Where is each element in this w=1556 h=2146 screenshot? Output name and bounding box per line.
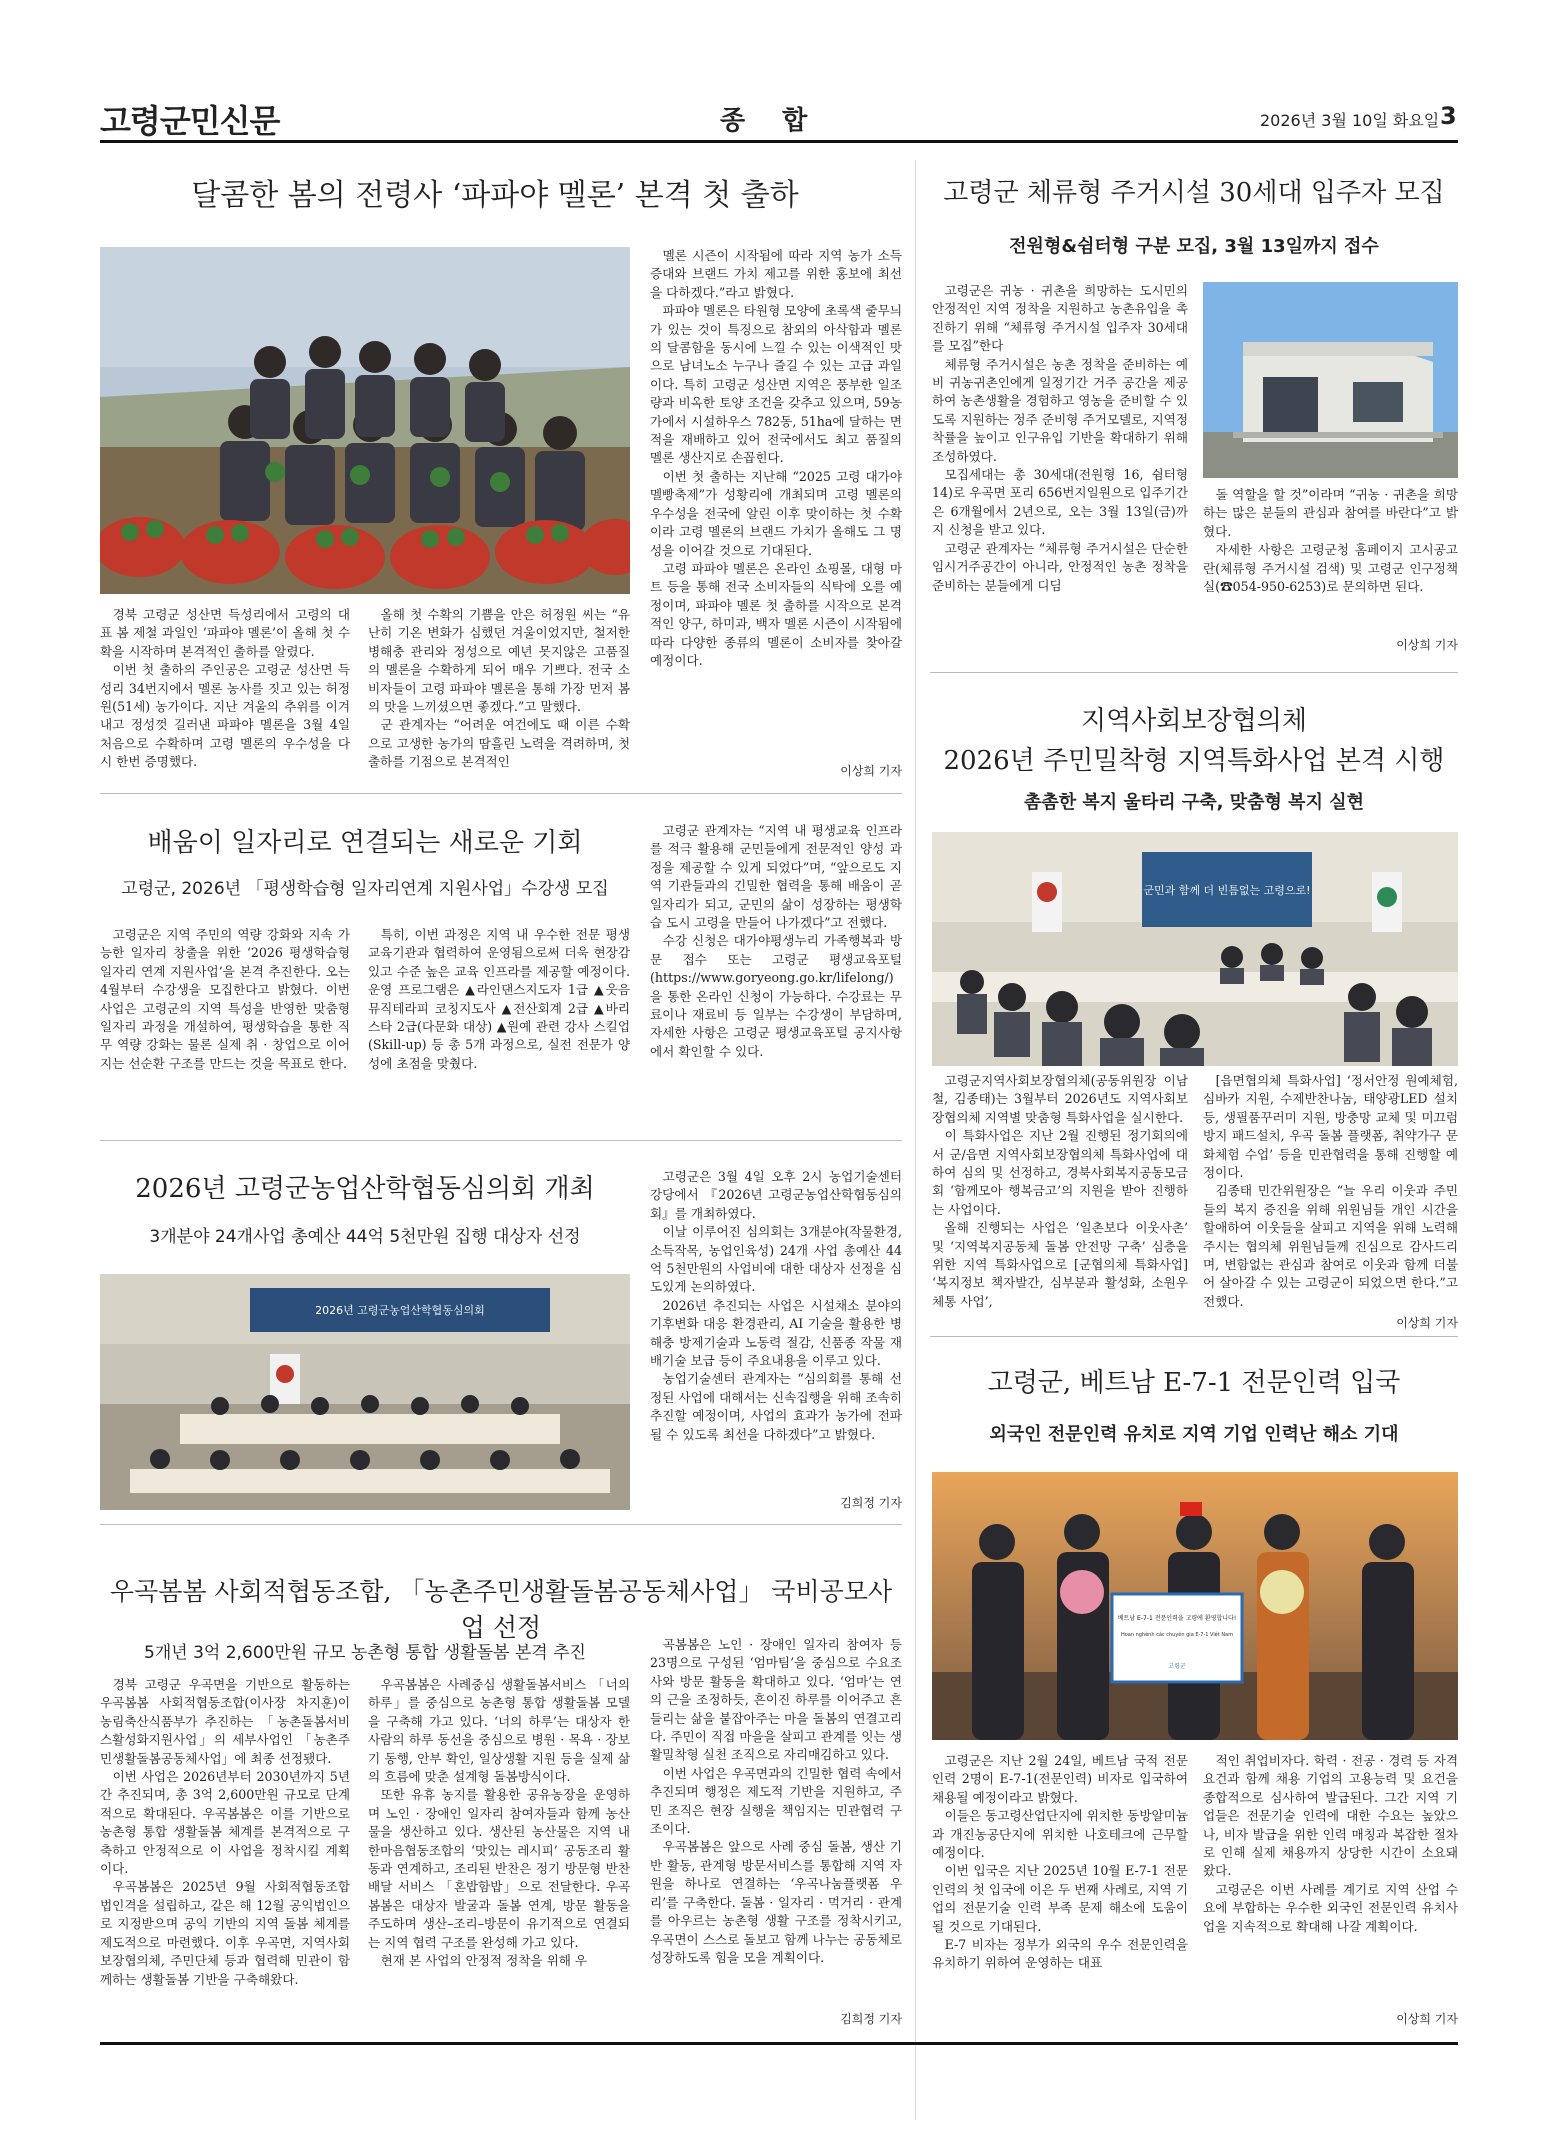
paragraph: 경북 고령군 성산면 득성리에서 고령의 대표 봄 제철 과일인 ‘파파야 멜론’이 올해 첫 수확을 시작하며 본격적인 출하를 알렸다. [100,607,350,659]
paragraph: 특히, 이번 과정은 지역 내 우수한 전문 평생교육기관과 협력하여 운영됨으로써 더욱 현장감 있고 수준 높은 교육 인프라를 제공할 예정이다. 운영 프로그램은 ▲라인댄스지도자 1급 ▲웃음뮤직테라피 코칭지도사 ▲전산회계 2급 ▲바리스타 2급(다문화 대상) ▲원예 관련 강사 스킬업(Skill-up) 등 총 5개 과정으로, 실전 전문가 양성에 초점을 맞췄다. [368,927,630,1071]
paragraph: 자세한 사항은 고령군청 홈페이지 고시공고란(체류형 주거시설 검색) 및 고령군 인구정책실(☎054-950-6253)로 문의하면 된다. [1203,542,1458,595]
housing-headline: 고령군 체류형 주거시설 30세대 입주자 모집 [943,178,1445,208]
welfare-photo [932,832,1458,1066]
ugok-headline: 우곡봄봄 사회적협동조합, 「농촌주민생활돌봄공동체사업」 국비공모사업 선정 [109,1577,893,1642]
paragraph: 김종태 민간위원장은 “늘 우리 이웃과 주민들의 복지 증진을 위해 위원님들 개인 시간을 할애하여 이웃들을 살피고 지역을 위해 노력해 주시는 협의체 위원님들께 진심으로 감사드리며, 변함없는 관심과 참여로 이웃과 함께 더불어 살아갈 수 있는 고령군이 되었으면 한다.”고 전했다. [1203,1183,1458,1308]
paragraph: 고령 파파야 멜론은 온라인 쇼핑몰, 대형 마트 등을 통해 전국 소비자들의 식탁에 오를 예정이며, 파파야 멜론 첫 출하를 시작으로 본격적인 양구, 하미과, 백자 멜론 시즌이 시작됨에 따라 다양한 종류의 멜론이 소비자를 찾아갈 예정이다. [650,560,902,668]
paragraph: 고령군은 3월 4일 오후 2시 농업기술센터 강당에서 『2026년 고령군농업산학협동심의회』를 개최하였다. [650,1169,902,1221]
housing-photo [1203,282,1458,478]
melon-col3 [650,247,902,757]
paragraph: 이번 첫 출하의 주인공은 고령군 성산면 득성리 34번지에서 멜론 농사를 짓고 있는 허정원(51세) 농가이다. 지난 겨울의 추위를 이겨내고 정성껏 길러낸 파파야 멜론을 3월 4일 처음으로 수확하며 고령 멜론의 우수성을 다시 한번 증명했다. [100,662,350,770]
paragraph: 모집세대는 총 30세대(전원형 16, 쉼터형 14)로 우곡면 포리 656번지일원으로 입주기간은 6개월에서 2년으로, 오는 3월 13일(금)까지 신청을 받고 있다. [932,467,1188,538]
separator [100,1140,902,1141]
paragraph: 현재 본 사업의 안정적 정착을 위해 우 [380,1953,588,1969]
welfare-col1 [932,1072,1188,1308]
agri-banner-text: 2026년 고령군농업산학협동심의회 [315,1304,485,1317]
agri-byline: 김희정 기자 [840,1496,902,1510]
melon-photo [100,247,630,594]
melon-headline: 달콤한 봄의 전령사 ‘파파야 멜론’ 본격 첫 출하 [191,178,799,213]
vietnam-photo [932,1472,1458,1740]
paragraph: 고령군은 지난 2월 24일, 베트남 국적 전문인력 2명이 E-7-1(전문인력) 비자로 입국하여 채용될 예정이라고 밝혔다. [932,1753,1188,1805]
paragraph: [읍면협의체 특화사업] ‘정서안정 원예체험, 심바카 지원, 수제반찬나눔, 태양광LED 설치등, 생필품꾸러미 지원, 방충망 교체 및 미끄럼방지 패드설치, 우곡 돌봄 플랫폼, 취약가구 문화체험 수업’ 등을 민관협력을 통해 진행할 예정이다. [1203,1073,1458,1181]
paragraph: 이날 이루어진 심의회는 3개분야(작물환경, 소득작목, 농업인육성) 24개 사업 총예산 44억 5천만원의 사업비에 대한 대상자 선정을 심도있게 논의하였다. [650,1224,902,1295]
paragraph: 또한 유휴 농지를 활용한 공유농장을 운영하며 노인 · 장애인 일자리 참여자들과 함께 농산물을 생산하고 있다. 생산된 농산물은 지역 내 한마음협동조합의 ‘맛있는 레시피’ 공동조리 활동과 연계하고, 조리된 반찬은 정기 방문형 반찬배달 서비스 「혼밥함밥」으로 전달한다. 우곡봄봄은 대상자 발굴과 돌봄 연계, 방문 활동을 주도하며 생산–조리–방문이 유기적으로 연결되는 지역 협력 구조를 완성해 가고 있다. [368,1787,630,1950]
agri-subtitle: 3개분야 24개사업 총예산 44억 5천만원 집행 대상자 선정 [149,1227,581,1247]
paragraph: 이번 사업은 2026년부터 2030년까지 5년간 추진되며, 총 3억 2,600만원 규모로 단계적으로 확대된다. 우곡봄봄은 이를 기반으로 농촌형 통합 생활돌봄 체계를 본격적으로 구축하고 안정적으로 이 사업을 정착시킬 계획이다. [100,1769,350,1877]
housing-col2 [1203,486,1458,624]
paragraph: 이번 첫 출하는 지난해 “2025 고령 대가야 멜빵축제”가 성황리에 개최되며 고령 멜론의 우수성을 전국에 알린 이후 맞이하는 첫 수확이라 고령 멜론의 브랜드 가치가 올해도 그 명성을 이어갈 것으로 기대된다. [650,468,902,558]
melon-col2 [368,606,630,782]
lifelong-headline: 배움이 일자리로 연결되는 새로운 기회 [147,828,583,858]
sign-line1: 베트남 E-7-1 전문인력을 고령에 환영합니다! [1117,1615,1237,1622]
separator [100,1524,902,1525]
paragraph: E-7 비자는 정부가 외국의 우수 전문인력을 유치하기 위하여 운영하는 대표 [932,1937,1188,1971]
paragraph: 고령군 관계자는 “지역 내 평생교육 인프라를 적극 활용해 군민들에게 전문적인 양성 과정을 제공할 수 있게 되었다”며, “앞으로도 지역 기관들과의 긴밀한 협력을 통해 배움이 곧 일자리가 되고, 군민의 삶이 성장하는 평생학습 도시 고령을 만들어 나가겠다”고 전했다. [650,823,902,931]
paragraph: 고령군은 지역 주민의 역량 강화와 지속 가능한 일자리 창출을 위한 ‘2026 평생학습형 일자리 연계 지원사업’을 본격 추진한다. 오는 4월부터 수강생을 모집한다고 밝혔다. 이번 사업은 고령군의 지역 특성을 반영한 맞춤형 일자리 과정을 개설하여, 평생학습을 통한 직무 역량 강화는 물론 실제 취 · 창업으로 이어지는 선순환 구조를 만드는 것을 목표로 한다. [100,927,350,1071]
paragraph: 이번 사업은 우곡면과의 긴밀한 협력 속에서 추진되며 행정은 제도적 기반을 지원하고, 주민 조직은 현장 실행을 책임지는 민관협력 구조이다. [650,1765,902,1837]
ugok-byline: 김희정 기자 [840,2012,902,2026]
vietnam-subtitle: 외국인 전문인력 유치로 지역 기업 인력난 해소 기대 [989,1424,1399,1445]
melon-byline: 이상희 기자 [840,764,902,778]
paragraph: 적인 취업비자다. 학력 · 전공 · 경력 등 자격요건과 함께 채용 기업의 고용능력 및 요건을 종합적으로 심사하여 발급된다. 그간 지역 기업들은 전문기술 인력에 대한 수요는 높았으나, 비자 발급을 위한 인력 매칭과 복잡한 절차로 인해 실제 채용까지 상당한 시간이 소요돼 왔다. [1203,1753,1458,1879]
masthead: 고령군민신문 [100,102,280,140]
paragraph: 우곡봄봄은 2025년 9월 사회적협동조합 법인격을 설립하고, 같은 해 12월 공익법인으로 지정받으며 공익 기반의 지역 돌봄 체계를 제도적으로 마련했다. 이후 우곡면, 지역사회보장협의체, 주민단체 등과 협력해 민관이 함께하는 생활돌봄 기반을 구축해왔다. [100,1879,350,1987]
welfare-byline: 이상희 기자 [1396,1316,1458,1330]
welfare-subtitle: 촘촘한 복지 울타리 구축, 맞춤형 복지 실현 [1023,792,1365,813]
ugok-subtitle: 5개년 3억 2,600만원 규모 농촌형 통합 생활돌봄 본격 추진 [144,1643,586,1663]
melon-col1 [100,606,350,782]
vietnam-headline: 고령군, 베트남 E-7-1 전문인력 입국 [987,1368,1401,1398]
paragraph: 올해 첫 수확의 기쁨을 안은 허정원 씨는 “유난히 기온 변화가 심했던 겨울이었지만, 철저한 병해충 관리와 정성으로 예년 못지않은 고품질의 멜론을 수확하게 되어 매우 기쁘다. 전국 소비자들이 고령 파파야 멜론을 통해 가장 먼저 봄의 맛을 느끼셨으면 좋겠다.”고 말했다. [368,607,630,715]
paragraph: 멜론 시즌이 시작됨에 따라 지역 농가 소득 증대와 브랜드 가치 제고를 위한 홍보에 최선을 다하겠다.”라고 밝혔다. [650,248,902,300]
section-title: 종 합 [720,106,822,136]
lifelong-col2 [368,926,630,1126]
lifelong-subtitle: 고령군, 2026년 「평생학습형 일자리연계 지원사업」수강생 모집 [121,879,609,899]
paragraph: 체류형 주거시설은 농촌 정착을 준비하는 예비 귀농귀촌인에게 일정기간 거주 공간을 제공하여 농촌생활을 경험하고 영농을 준비할 수 있도록 지원하는 정주 준비형 주거모델로, 지역정착률을 높이고 인구유입 기반을 확대하기 위해 조성하였다. [932,356,1188,464]
housing-byline: 이상희 기자 [1396,638,1458,652]
paragraph: 고령군은 귀농 · 귀촌을 희망하는 도시민의 안정적인 지역 정착을 지원하고 농촌유입을 촉진하기 위해 “체류형 주거시설 입주자 30세대를 모집”한다 [932,283,1188,354]
header-rule [100,140,1458,143]
ugok-col1 [100,1676,350,2026]
welfare-headline-line2: 2026년 주민밀착형 지역특화사업 본격 시행 [943,746,1445,776]
ugok-col2 [368,1676,630,2026]
paragraph: 우곡봄봄은 사례중심 생활돌봄서비스 「너의 하루」를 중심으로 농촌형 통합 생활돌봄 모델을 구축해 가고 있다. ‘너의 하루’는 대상자 한 사람의 하루 동선을 중심으로 병원 · 목욕 · 장보기 동행, 안부 확인, 일상생활 지원 등을 실제 삶의 흐름에 맞춘 설계형 돌봄방식이다. [368,1677,630,1785]
paragraph: 경북 고령군 우곡면을 기반으로 활동하는 우곡봄봄 사회적협동조합(이사장 차지훈)이 농림축산식품부가 추진하는 「농촌돌봄서비스활성화지원사업」의 세부사업인 「농촌주민생활돌봄공동체사업」에 최종 선정됐다. [100,1677,350,1766]
separator [930,672,1458,673]
paragraph: 고령군 관계자는 “체류형 주거시설은 단순한 임시거주공간이 아니라, 안정적인 농촌 정착을 준비하는 분들에게 디딤 [932,540,1188,593]
welfare-col2 [1203,1072,1458,1308]
paragraph: 고령군은 이번 사례를 계기로 지역 산업 수요에 부합하는 우수한 외국인 전문인력 유치사업을 지속적으로 확대해 나갈 계획이다. [1203,1881,1458,1934]
lifelong-col3 [650,822,902,1124]
paragraph: 이들은 동고령산업단지에 위치한 동방알미늄과 개진농공단지에 위치한 나호테크에 근무할 예정이다. [932,1808,1188,1861]
separator [930,1336,1458,1337]
paragraph: 돌 역할을 할 것”이라며 “귀농 · 귀촌을 희망하는 많은 분들의 관심과 참여를 바란다”고 밝혔다. [1203,487,1458,539]
agri-headline: 2026년 고령군농업산학협동심의회 개최 [135,1174,595,1204]
paragraph: 농업기술센터 관계자는 “심의회를 통해 선정된 사업에 대해서는 신속집행을 위해 조속히 추진할 예정이며, 사업의 효과가 농가에 전파 될 수 있도록 최선을 다하겠다”고 밝혔다. [650,1371,902,1442]
sign-line3: 고령군 [1168,1663,1186,1670]
vietnam-col2 [1203,1752,1458,1988]
agri-photo [100,1274,630,1510]
lifelong-col1 [100,926,350,1126]
separator [100,793,902,794]
housing-subtitle: 전원형&쉼터형 구분 모집, 3월 13일까지 접수 [1009,236,1379,257]
paragraph: 고령군지역사회보장협의체(공동위원장 이남철, 김종태)는 3월부터 2026년도 지역사회보장협의체 지역별 맞춤형 특화사업을 실시한다. [932,1073,1188,1125]
paragraph: 수강 신청은 대가야평생누리 가족행복과 방문 접수 또는 고령군 평생교육포털(https://www.goryeong.go.kr/lifelong/)을 통한 온라인 신청이 가능하다. 수강료는 무료이나 재료비 등 일부는 수강생이 부담하며, 자세한 사항은 고령군 평생교육포털 공지사항에서 확인할 수 있다. [650,933,902,1059]
agri-body [650,1168,902,1508]
paragraph: 파파야 멜론은 타원형 모양에 초록색 줄무늬가 있는 것이 특징으로 참외의 아삭함과 멜론의 달콤함을 동시에 느낄 수 있는 이색적인 맛으로 남녀노소 누구나 즐길 수 있는 고급 과일이다. 특히 고령군 성산면 지역은 풍부한 일조량과 비옥한 토양 조건을 갖추고 있으며, 59농가에서 시설하우스 782동, 51ha에 달하는 면적을 재배하고 있어 전국에서도 최고 품질의 멜론 생산지로 손꼽힌다. [650,303,902,466]
housing-col1 [932,282,1188,662]
vietnam-col1 [932,1752,1188,2010]
issue-date: 2026년 3월 10일 화요일 [1260,111,1440,130]
paragraph: 이번 입국은 지난 2025년 10월 E-7-1 전문인력의 첫 입국에 이은 두 번째 사례로, 지역 기업의 전문기술 인력 부족 문제 해소에 도움이 될 것으로 기대된다. [932,1863,1188,1934]
paragraph: 우곡봄봄은 앞으로 사례 중심 돌봄, 생산 기반 활동, 관계형 방문서비스를 통합해 지역 자원을 하나로 연결하는 ‘우곡나눔플랫폼 우리’를 구축한다. 돌봄 · 일자리 · 먹거리 · 관계를 아우르는 농촌형 생활 구조를 정착시키고, 우곡면이 스스로 돌보고 함께 나누는 공동체로 성장하도록 힘을 모을 계획이다. [650,1839,902,1965]
paragraph: 2026년 추진되는 사업은 시설채소 분야의 기후변화 대응 환경관리, AI 기술을 활용한 병해충 방제기술과 노동력 절감, 신품종 작물 재배기술 보급 등이 주요내용을 이루고 있다. [650,1297,902,1369]
column-divider [915,160,916,2120]
vietnam-byline: 이상희 기자 [1396,2012,1458,2026]
paragraph: 군 관계자는 “어려운 여건에도 때 이른 수확으로 고생한 농가의 땀흘린 노력을 격려하며, 첫 출하를 기점으로 본격적인 [368,717,630,770]
paragraph: 이 특화사업은 지난 2월 진행된 정기회의에서 군/읍면 지역사회보장협의체 특화사업에 대하여 심의 및 선정하고, 경북사회복지공동모금회 ‘함께모아 행복금고’의 지원을 받아 진행하는 사업이다. [932,1128,1188,1217]
welfare-screen-text: 군민과 함께 더 빈틈없는 고령으로! [1143,884,1311,897]
footer-rule [100,2042,1458,2045]
page-number: 3 [1440,102,1457,130]
paragraph: 곡봄봄은 노인 · 장애인 일자리 참여자 등 23명으로 구성된 ‘엄마팀’을 중심으로 수요조사와 방문 활동을 확대하고 있다. ‘엄마’는 연의 근을 조정하듯, 흔이진 하루를 이어주고 흔들리는 삶을 붙잡아주는 마을 돌봄의 연결고리다. 주민이 직접 마을을 살피고 관계를 잇는 생활밀착형 실천 조직으로 자리매김하고 있다. [650,1637,902,1763]
ugok-col3 [650,1636,902,2006]
welfare-headline-line1: 지역사회보장협의체 [1080,706,1308,736]
sign-line2: Hoan nghênh các chuyên gia E-7-1 Việt Nam [1120,1632,1234,1638]
paragraph: 올해 진행되는 사업은 ‘일촌보다 이웃사촌’ 및 ‘지역복지공동체 돌봄 안전망 구축’ 심층을 위한 지역 특화사업으로 [군협의체 특화사업] ‘복지정보 책자발간, 심부분과 활성화, 소원우체통 사업’, [932,1220,1188,1308]
